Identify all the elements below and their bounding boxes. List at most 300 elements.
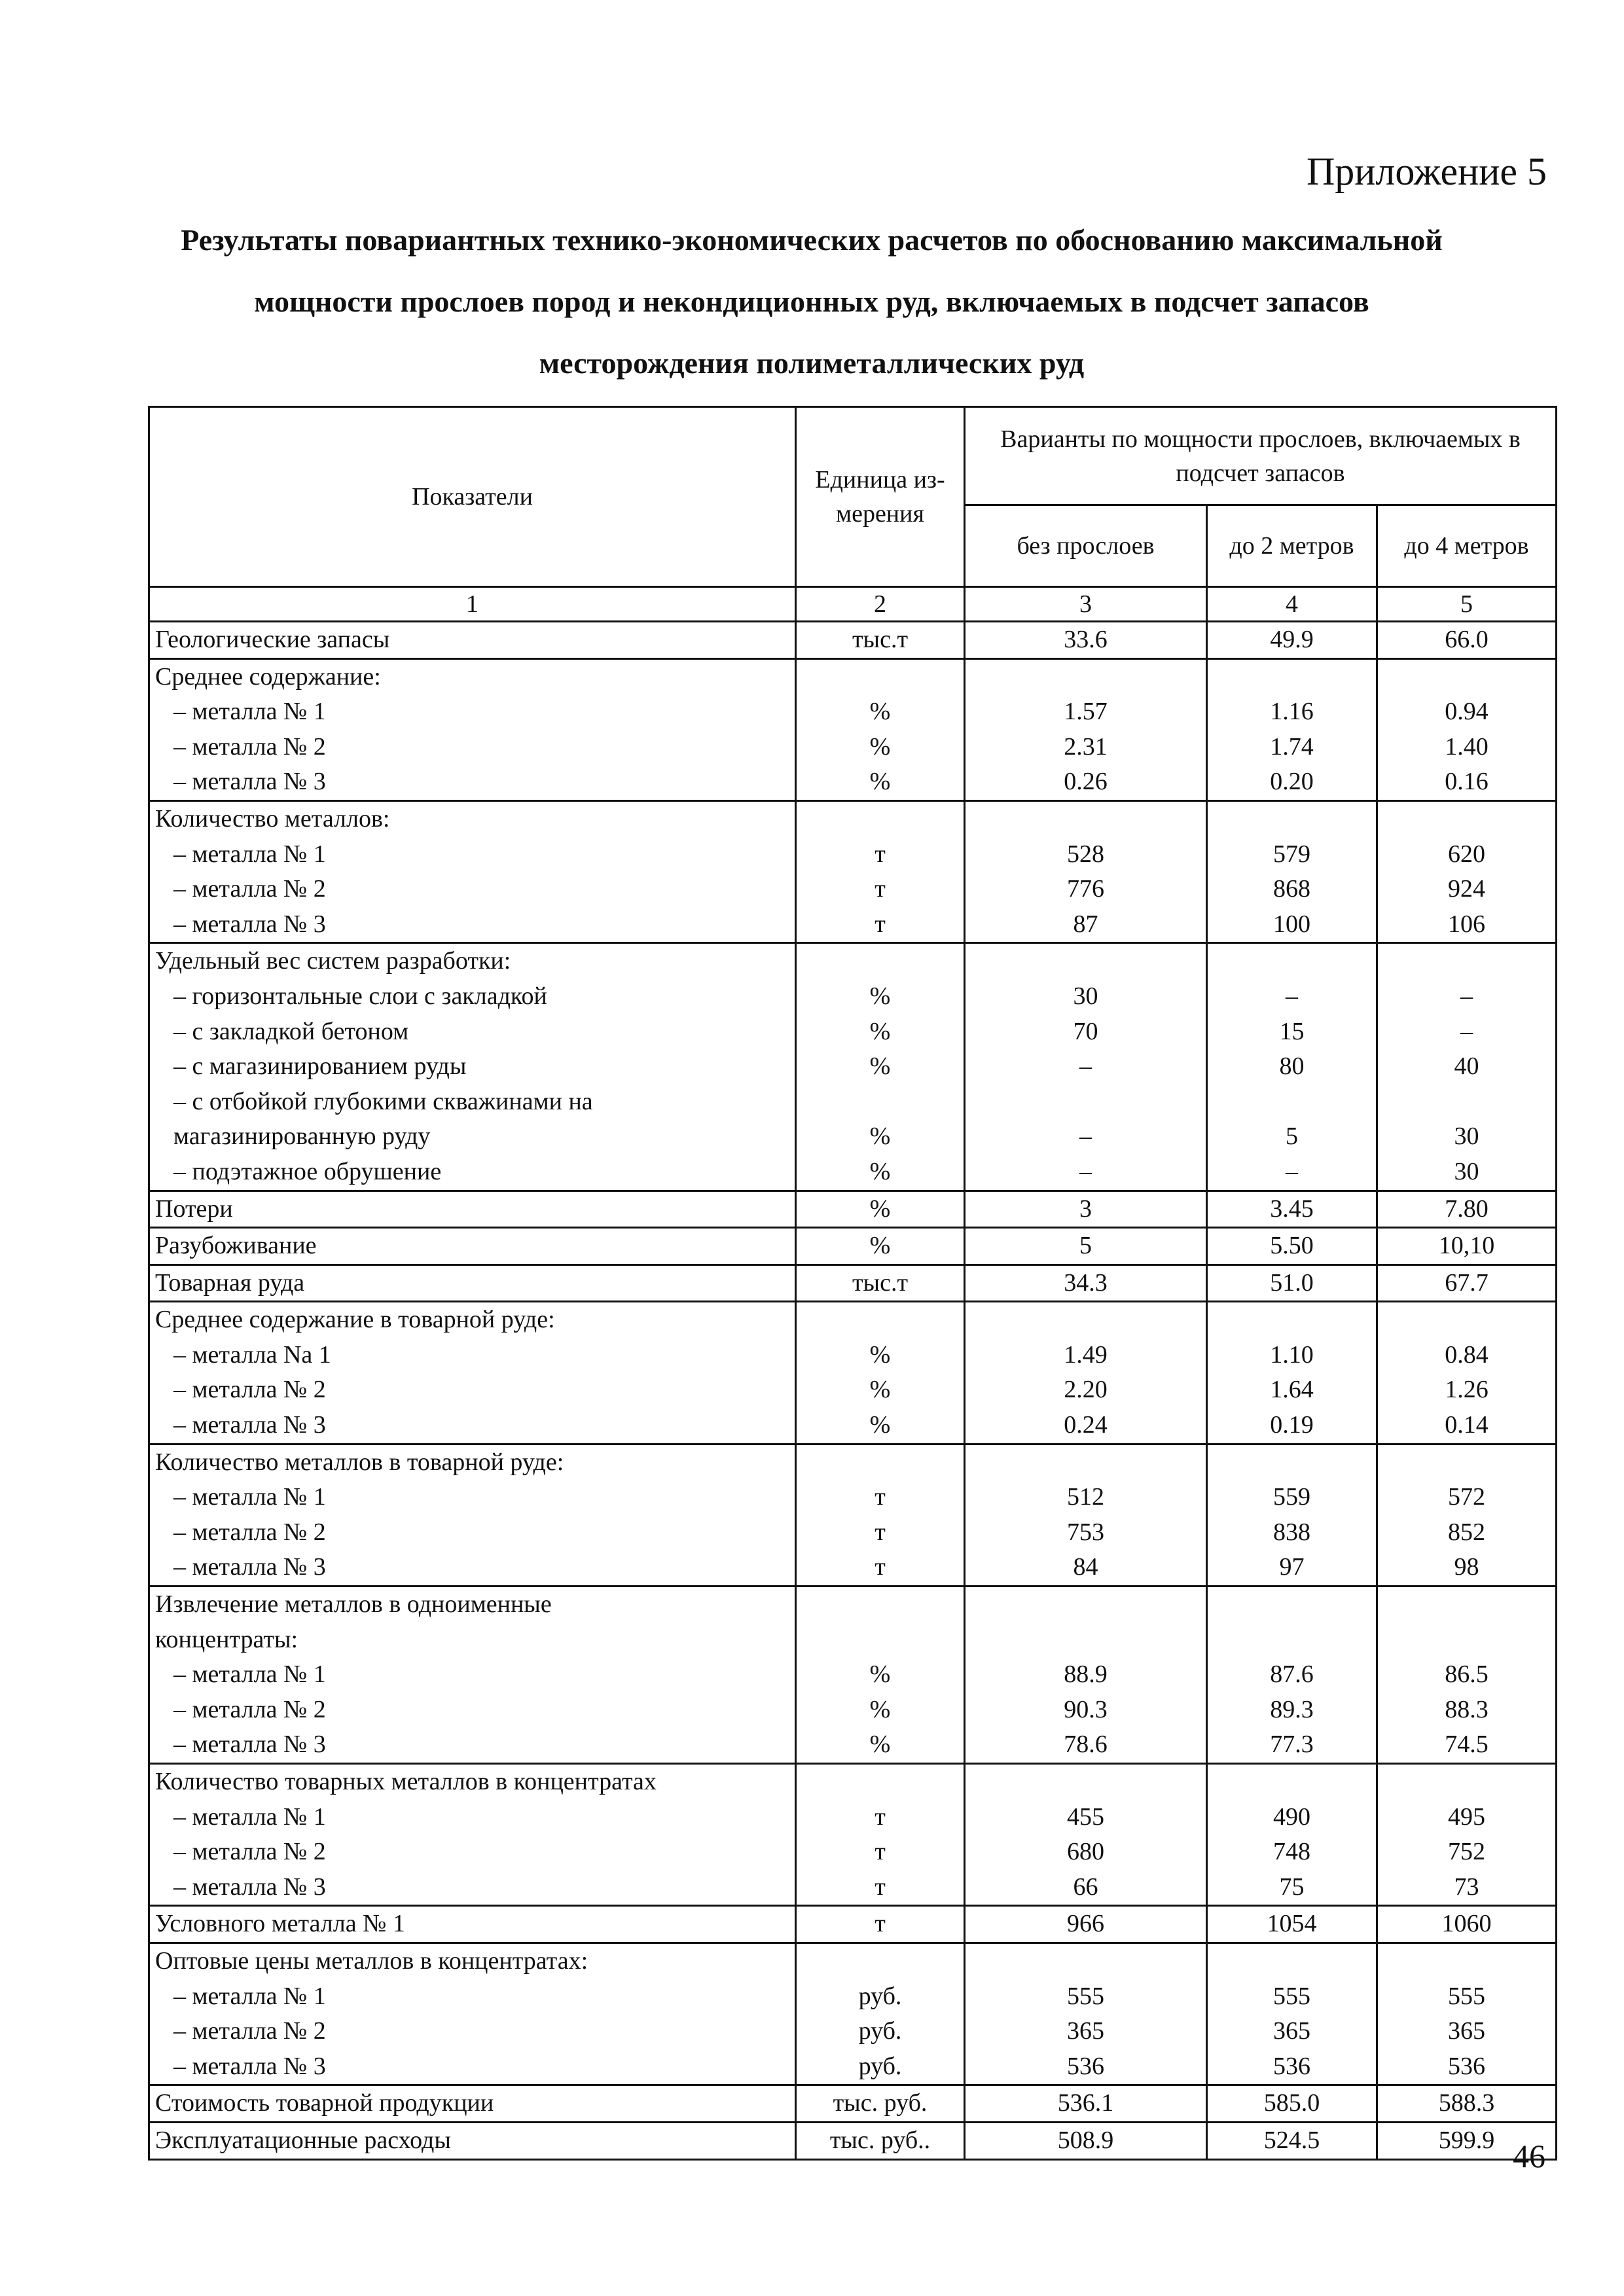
cell-value	[965, 1765, 1206, 1800]
cell-value: 536	[1448, 2052, 1485, 2080]
cell-value: 90.3	[1064, 1695, 1108, 1723]
cell-value: 5.50	[1270, 1232, 1314, 1260]
cell-value	[797, 1302, 964, 1338]
row-label: – металла Nа 1	[173, 1340, 331, 1369]
unit-cell	[796, 1265, 965, 1302]
row-label: Стоимость товарной продукции	[155, 2089, 494, 2117]
indicator-cell	[149, 1943, 796, 2085]
cell-value: 30	[1073, 982, 1098, 1010]
cell-value: 78.6	[1064, 1731, 1108, 1759]
row-label: – металла № 3	[173, 768, 326, 796]
cell-value: –	[1286, 982, 1298, 1010]
cell-value	[1378, 802, 1555, 837]
variant-2-cell	[1207, 1587, 1377, 1764]
cell-value: 536	[1067, 2052, 1104, 2080]
row-label: Количество товарных металлов в концентратах	[155, 1768, 657, 1795]
cell-value: 5	[1286, 1122, 1298, 1151]
cell-value: 51.0	[1270, 1268, 1314, 1297]
cell-value: 30	[1454, 1122, 1479, 1151]
cell-value: 0.16	[1445, 768, 1489, 796]
row-label: концентраты:	[155, 1625, 298, 1653]
variant-1-cell	[965, 1302, 1207, 1444]
row-label: – металла № 3	[173, 1411, 326, 1439]
row-label: – металла № 1	[173, 1982, 326, 2010]
header-variant-no-layers: без прослоев	[965, 505, 1207, 587]
cell-value: 88.3	[1445, 1695, 1489, 1723]
variant-2-cell	[1207, 1444, 1377, 1586]
variant-2-cell	[1207, 2085, 1377, 2123]
variant-1-cell	[965, 2122, 1207, 2159]
cell-value: 365	[1448, 2017, 1485, 2045]
cell-value: т	[875, 910, 886, 938]
row-label: – с отбойкой глубокими скважинами на	[173, 1087, 593, 1115]
cell-value: 0.20	[1270, 768, 1314, 796]
cell-value: 77.3	[1270, 1731, 1314, 1759]
unit-cell	[796, 2085, 965, 2123]
variant-1-cell	[965, 622, 1207, 659]
cell-value	[797, 944, 964, 979]
title-line: Результаты повариантных технико-экономических расчетов по обоснованию максимальной	[181, 223, 1443, 257]
cell-value: %	[869, 768, 891, 796]
cell-value: %	[869, 1194, 891, 1223]
cell-value: 753	[1067, 1518, 1104, 1546]
variant-1-cell	[965, 1587, 1207, 1764]
column-numbers-row	[149, 587, 1557, 622]
cell-value: –	[1460, 982, 1473, 1010]
cell-value: 89.3	[1270, 1695, 1314, 1723]
variant-3-cell	[1377, 1906, 1557, 1943]
cell-value	[1208, 1623, 1376, 1658]
table-row	[149, 658, 1557, 800]
variant-2-cell	[1207, 658, 1377, 800]
cell-value: 1.74	[1270, 732, 1314, 761]
row-label: – металла № 1	[173, 1660, 326, 1689]
cell-value	[797, 1623, 964, 1658]
column-number: 4	[1207, 587, 1377, 622]
cell-value: 555	[1273, 1982, 1310, 2010]
cell-value: 84	[1073, 1553, 1098, 1581]
row-label: Извлечение металлов в одноименные	[155, 1590, 552, 1619]
cell-value: 555	[1067, 1982, 1104, 2010]
row-label: – металла № 2	[173, 1838, 326, 1866]
indicator-cell	[149, 1191, 796, 1228]
cell-value: руб.	[858, 2052, 902, 2080]
indicator-cell	[149, 1906, 796, 1943]
cell-value	[1378, 1944, 1555, 1979]
cell-value	[965, 944, 1206, 979]
cell-value	[797, 1085, 964, 1120]
cell-value: тыс.т	[852, 1268, 909, 1297]
table-row	[149, 800, 1557, 942]
header-row	[149, 407, 1557, 505]
variant-2-cell	[1207, 1302, 1377, 1444]
header-unit: Единица из-мерения	[796, 407, 965, 587]
cell-value: 852	[1448, 1518, 1485, 1546]
cell-value	[1378, 1085, 1555, 1120]
variant-1-cell	[965, 1764, 1207, 1906]
cell-value	[1208, 1944, 1376, 1979]
cell-value: 1.64	[1270, 1376, 1314, 1404]
cell-value: 365	[1273, 2017, 1310, 2045]
variant-2-cell	[1207, 943, 1377, 1191]
cell-value: т	[875, 1873, 886, 1901]
cell-value: тыс.т	[852, 626, 909, 653]
cell-value: %	[869, 732, 891, 761]
table-row	[149, 1444, 1557, 1586]
indicator-cell	[149, 658, 796, 800]
cell-value: 1054	[1267, 1910, 1317, 1938]
cell-value: %	[869, 1340, 891, 1369]
cell-value	[965, 1944, 1206, 1979]
cell-value	[1208, 660, 1376, 695]
indicator-cell	[149, 1228, 796, 1265]
cell-value: 579	[1273, 840, 1310, 868]
table-row	[149, 1302, 1557, 1444]
row-label: – металла № 2	[173, 1695, 326, 1723]
cell-value: 599.9	[1438, 2126, 1495, 2154]
row-label: Потери	[155, 1194, 233, 1223]
unit-cell	[796, 943, 965, 1191]
cell-value: 495	[1448, 1803, 1485, 1831]
cell-value: 524.5	[1263, 2126, 1320, 2154]
cell-value: 3	[1079, 1194, 1092, 1223]
cell-value	[965, 1587, 1206, 1623]
cell-value	[797, 660, 964, 695]
column-number: 1	[149, 587, 796, 622]
cell-value: руб.	[858, 1982, 902, 2010]
cell-value: 0.94	[1445, 698, 1489, 726]
cell-value: 620	[1448, 840, 1485, 868]
cell-value: тыс. руб..	[829, 2126, 931, 2154]
row-label: магазинированную руду	[173, 1122, 431, 1151]
unit-cell	[796, 1444, 965, 1586]
cell-value	[1378, 1302, 1555, 1338]
cell-value: 10,10	[1438, 1232, 1495, 1260]
unit-cell	[796, 1191, 965, 1228]
variant-2-cell	[1207, 622, 1377, 659]
cell-value: т	[875, 875, 886, 903]
variant-3-cell	[1377, 1265, 1557, 1302]
cell-value: 508.9	[1057, 2126, 1114, 2154]
cell-value	[965, 1302, 1206, 1338]
indicator-cell	[149, 800, 796, 942]
cell-value: 455	[1067, 1803, 1104, 1831]
variant-1-cell	[965, 800, 1207, 942]
cell-value: 536	[1273, 2052, 1310, 2080]
header-variant-2m: до 2 метров	[1207, 505, 1377, 587]
row-label: – металла № 3	[173, 1731, 326, 1759]
variant-3-cell	[1377, 1943, 1557, 2085]
indicator-cell	[149, 1764, 796, 1906]
title-line: мощности прослоев пород и некондиционных руд, включаемых в подсчет запасов	[254, 285, 1369, 318]
cell-value	[1378, 944, 1555, 979]
variant-1-cell	[965, 1943, 1207, 2085]
table-row	[149, 622, 1557, 659]
cell-value: 365	[1067, 2017, 1104, 2045]
cell-value	[965, 802, 1206, 837]
variant-1-cell	[965, 658, 1207, 800]
cell-value: %	[869, 1660, 891, 1689]
cell-value: 528	[1067, 840, 1104, 868]
cell-value	[797, 1587, 964, 1623]
variant-1-cell	[965, 1444, 1207, 1586]
cell-value: 748	[1273, 1838, 1310, 1866]
cell-value: руб.	[858, 2017, 902, 2045]
cell-value: %	[869, 1695, 891, 1723]
cell-value	[1378, 1587, 1555, 1623]
cell-value: 34.3	[1064, 1268, 1108, 1297]
row-label: Товарная руда	[155, 1268, 305, 1297]
row-label: Разубоживание	[155, 1232, 317, 1260]
cell-value: 924	[1448, 875, 1485, 903]
cell-value: 1.49	[1064, 1340, 1108, 1369]
cell-value: 0.14	[1445, 1411, 1489, 1439]
cell-value: 2.20	[1064, 1376, 1108, 1404]
cell-value: 0.19	[1270, 1411, 1314, 1439]
cell-value: 7.80	[1445, 1194, 1489, 1223]
variant-1-cell	[965, 1228, 1207, 1265]
cell-value: 66.0	[1445, 626, 1489, 653]
row-label: – металла № 1	[173, 1483, 326, 1511]
cell-value: 100	[1273, 910, 1310, 938]
table-row	[149, 1764, 1557, 1906]
row-label: – с магазинированием руды	[173, 1052, 467, 1081]
row-label: – металла № 3	[173, 2052, 326, 2080]
cell-value: 3.45	[1270, 1194, 1314, 1223]
variant-3-cell	[1377, 943, 1557, 1191]
row-label: – подэтажное обрушение	[173, 1157, 442, 1185]
indicator-cell	[149, 1265, 796, 1302]
cell-value: 67.7	[1445, 1268, 1489, 1297]
cell-value: 559	[1273, 1483, 1310, 1511]
variant-1-cell	[965, 943, 1207, 1191]
variant-2-cell	[1207, 2122, 1377, 2159]
cell-value: т	[875, 1803, 886, 1831]
column-number: 3	[965, 587, 1207, 622]
unit-cell	[796, 1943, 965, 2085]
cell-value	[797, 1944, 964, 1979]
variant-1-cell	[965, 1906, 1207, 1943]
unit-cell	[796, 1906, 965, 1943]
cell-value: 87.6	[1270, 1660, 1314, 1689]
cell-value	[797, 802, 964, 837]
header-indicators: Показатели	[149, 407, 796, 587]
row-label: Удельный вес систем разработки:	[155, 947, 511, 975]
unit-cell	[796, 1302, 965, 1444]
variant-1-cell	[965, 1265, 1207, 1302]
variant-3-cell	[1377, 1444, 1557, 1586]
appendix-label: Приложение 5	[1306, 150, 1547, 193]
variant-3-cell	[1377, 1228, 1557, 1265]
cell-value: –	[1079, 1157, 1092, 1185]
cell-value: тыс. руб.	[833, 2089, 928, 2117]
cell-value: –	[1079, 1052, 1092, 1081]
table-row	[149, 1587, 1557, 1764]
cell-value: 1.40	[1445, 732, 1489, 761]
table-row	[149, 2085, 1557, 2123]
cell-value: %	[869, 1052, 891, 1081]
variant-2-cell	[1207, 1943, 1377, 2085]
cell-value: 1060	[1441, 1910, 1492, 1938]
unit-cell	[796, 622, 965, 659]
cell-value: %	[869, 1731, 891, 1759]
table-row	[149, 2122, 1557, 2159]
cell-value: 868	[1273, 875, 1310, 903]
table-row	[149, 1191, 1557, 1228]
variant-3-cell	[1377, 1587, 1557, 1764]
cell-value: т	[875, 840, 886, 868]
variant-3-cell	[1377, 1764, 1557, 1906]
cell-value: 86.5	[1445, 1660, 1489, 1689]
indicator-cell	[149, 2122, 796, 2159]
row-label: – с закладкой бетоном	[173, 1017, 409, 1045]
cell-value	[797, 1445, 964, 1480]
indicator-cell	[149, 943, 796, 1191]
row-label: – металла № 2	[173, 1518, 326, 1546]
cell-value: 585.0	[1263, 2089, 1320, 2117]
table-row	[149, 943, 1557, 1191]
variant-1-cell	[965, 2085, 1207, 2123]
variant-3-cell	[1377, 800, 1557, 942]
row-label: Количество металлов:	[155, 804, 390, 833]
cell-value: 106	[1448, 910, 1485, 938]
cell-value	[1378, 1765, 1555, 1800]
unit-cell	[796, 1764, 965, 1906]
variant-1-cell	[965, 1191, 1207, 1228]
cell-value: 80	[1279, 1052, 1305, 1081]
row-label: – металла № 2	[173, 2017, 326, 2045]
header-variants: Варианты по мощности прослоев, включаемых в подсчет запасов	[965, 407, 1557, 505]
row-label: – металла № 2	[173, 875, 326, 903]
cell-value	[1208, 1587, 1376, 1623]
cell-value: 1.16	[1270, 698, 1314, 726]
row-label: – металла № 1	[173, 840, 326, 868]
cell-value	[797, 1765, 964, 1800]
cell-value: 555	[1448, 1982, 1485, 2010]
cell-value: 752	[1448, 1838, 1485, 1866]
indicator-cell	[149, 2085, 796, 2123]
cell-value: 1.57	[1064, 698, 1108, 726]
cell-value: 0.26	[1064, 768, 1108, 796]
cell-value: %	[869, 1122, 891, 1151]
cell-value: 40	[1454, 1052, 1479, 1081]
row-label: Количество металлов в товарной руде:	[155, 1448, 564, 1476]
cell-value: 75	[1279, 1873, 1305, 1901]
cell-value: 73	[1454, 1873, 1479, 1901]
column-number: 5	[1377, 587, 1557, 622]
table-row	[149, 1943, 1557, 2085]
row-label: – металла № 1	[173, 698, 326, 726]
cell-value: 572	[1448, 1483, 1485, 1511]
unit-cell	[796, 1587, 965, 1764]
header-variant-4m: до 4 метров	[1377, 505, 1557, 587]
table-row	[149, 1228, 1557, 1265]
cell-value: 66	[1073, 1873, 1098, 1901]
cell-value: –	[1460, 1017, 1473, 1045]
cell-value: 70	[1073, 1017, 1098, 1045]
cell-value	[965, 660, 1206, 695]
cell-value: %	[869, 698, 891, 726]
cell-value: 30	[1454, 1157, 1479, 1185]
variant-2-cell	[1207, 1764, 1377, 1906]
cell-value	[1378, 660, 1555, 695]
variant-3-cell	[1377, 2085, 1557, 2123]
row-label: Среднее содержание в товарной руде:	[155, 1306, 555, 1334]
row-label: – металла № 2	[173, 732, 326, 761]
cell-value: 536.1	[1057, 2089, 1114, 2117]
results-table	[148, 406, 1557, 2161]
indicator-cell	[149, 1444, 796, 1586]
cell-value: 1.26	[1445, 1376, 1489, 1404]
cell-value: %	[869, 1411, 891, 1439]
variant-3-cell	[1377, 1302, 1557, 1444]
cell-value	[1208, 1085, 1376, 1120]
cell-value: т	[875, 1518, 886, 1546]
row-label: – металла № 2	[173, 1376, 326, 1404]
table-row	[149, 1265, 1557, 1302]
cell-value: %	[869, 982, 891, 1010]
row-label: Условного металла № 1	[155, 1910, 405, 1938]
row-label: – металла № 1	[173, 1803, 326, 1831]
cell-value: 1.10	[1270, 1340, 1314, 1369]
indicator-cell	[149, 622, 796, 659]
unit-cell	[796, 800, 965, 942]
cell-value: 33.6	[1064, 626, 1108, 653]
row-label: Среднее содержание:	[155, 662, 381, 691]
cell-value	[1208, 1302, 1376, 1338]
cell-value	[1378, 1445, 1555, 1480]
cell-value	[965, 1085, 1206, 1120]
cell-value: 838	[1273, 1518, 1310, 1546]
cell-value: %	[869, 1232, 891, 1260]
cell-value	[965, 1445, 1206, 1480]
cell-value	[1378, 1623, 1555, 1658]
cell-value: 15	[1279, 1017, 1305, 1045]
cell-value	[965, 1623, 1206, 1658]
unit-cell	[796, 1228, 965, 1265]
row-label: Геологические запасы	[155, 626, 390, 653]
cell-value: 588.3	[1438, 2089, 1495, 2117]
indicator-cell	[149, 1302, 796, 1444]
cell-value	[1208, 1765, 1376, 1800]
row-label: – металла № 3	[173, 910, 326, 938]
cell-value: %	[869, 1017, 891, 1045]
cell-value: 0.24	[1064, 1411, 1108, 1439]
row-label: Эксплуатационные расходы	[155, 2126, 451, 2154]
cell-value: %	[869, 1376, 891, 1404]
cell-value: 97	[1279, 1553, 1305, 1581]
cell-value: 966	[1067, 1910, 1104, 1938]
cell-value: т	[875, 1838, 886, 1866]
variant-3-cell	[1377, 1191, 1557, 1228]
cell-value: –	[1286, 1157, 1298, 1185]
row-label: Оптовые цены металлов в концентратах:	[155, 1946, 588, 1975]
cell-value: 2.31	[1064, 732, 1108, 761]
unit-cell	[796, 658, 965, 800]
cell-value: т	[875, 1553, 886, 1581]
cell-value: т	[875, 1483, 886, 1511]
cell-value: 49.9	[1270, 626, 1314, 653]
cell-value: 98	[1454, 1553, 1479, 1581]
title-line: месторождения полиметаллических руд	[539, 346, 1085, 380]
cell-value: 5	[1079, 1232, 1092, 1260]
cell-value: 74.5	[1445, 1731, 1489, 1759]
column-number: 2	[796, 587, 965, 622]
cell-value: 87	[1073, 910, 1098, 938]
cell-value: 0.84	[1445, 1340, 1489, 1369]
cell-value: 88.9	[1064, 1660, 1108, 1689]
cell-value: 776	[1067, 875, 1104, 903]
